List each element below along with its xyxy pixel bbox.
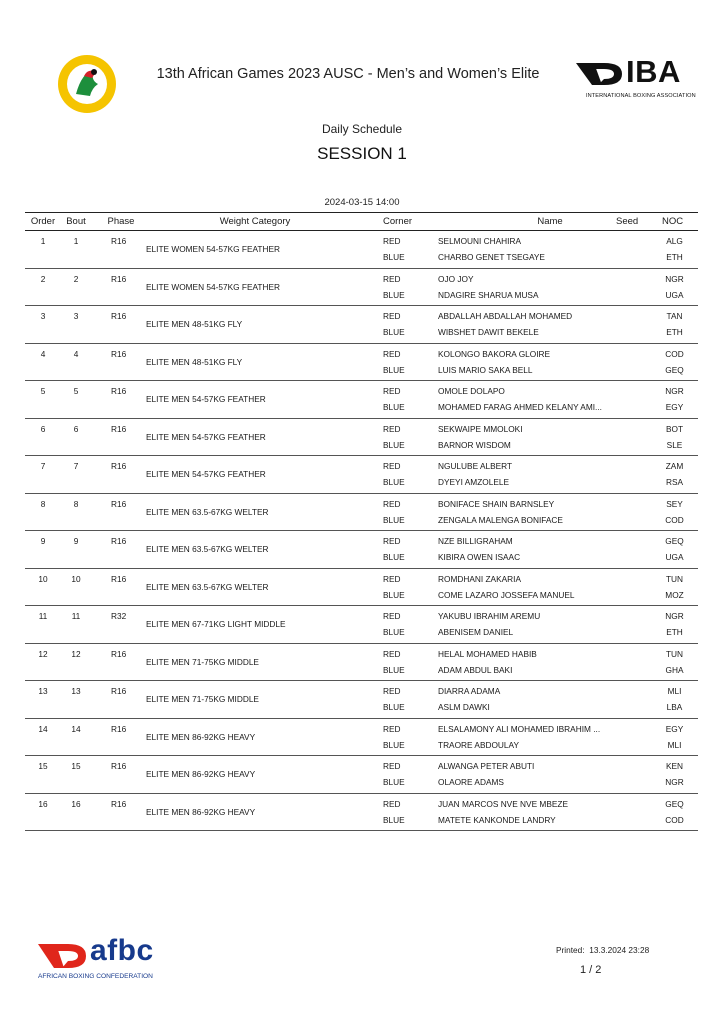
corner-red: RED	[383, 536, 401, 546]
blue-boxer-noc: MOZ	[665, 589, 684, 600]
header-noc: NOC	[662, 216, 684, 227]
corner-blue: BLUE	[383, 289, 405, 300]
blue-boxer-noc: ETH	[666, 627, 683, 637]
red-boxer-noc: SEY	[666, 498, 683, 509]
header-seed: Seed	[616, 216, 639, 227]
corner-blue: BLUE	[383, 777, 405, 787]
corner-blue: BLUE	[383, 702, 405, 712]
table-body	[25, 231, 698, 831]
bout-phase: R32	[111, 611, 127, 621]
red-boxer-name: ELSALAMONY ALI MOHAMED IBRAHIM ...	[438, 723, 601, 734]
blue-boxer-noc: UGA	[665, 289, 684, 300]
red-boxer-name: ALWANGA PETER ABUTI	[438, 761, 535, 771]
red-boxer-noc: NGR	[665, 611, 684, 621]
blue-boxer-name: KIBIRA OWEN ISAAC	[438, 552, 521, 562]
bout-number: 12	[71, 648, 81, 659]
table-row	[25, 531, 698, 569]
blue-boxer-noc: COD	[665, 814, 684, 825]
corner-blue: BLUE	[383, 664, 405, 675]
red-boxer-noc: NGR	[665, 273, 684, 284]
red-boxer-name: ABDALLAH ABDALLAH MOHAMED	[438, 311, 573, 321]
table-row	[25, 344, 698, 382]
corner-red: RED	[383, 498, 401, 509]
corner-blue: BLUE	[383, 814, 405, 825]
weight-category: ELITE MEN 63.5-67KG WELTER	[146, 506, 269, 517]
bout-order: 10	[38, 573, 48, 584]
red-boxer-noc: GEQ	[665, 536, 684, 546]
corner-red: RED	[383, 648, 401, 659]
blue-boxer-noc: RSA	[665, 477, 684, 487]
blue-boxer-name: MOHAMED FARAG AHMED KELANY AMI...	[438, 402, 602, 412]
weight-category: ELITE MEN 63.5-67KG WELTER	[146, 544, 269, 554]
red-boxer-name: SEKWAIPE MMOLOKI	[438, 423, 523, 434]
weight-category: ELITE MEN 48-51KG FLY	[146, 356, 243, 367]
blue-boxer-noc: MLI	[667, 739, 682, 750]
bout-phase: R16	[111, 573, 127, 584]
blue-boxer-name: DYEYI AMZOLELE	[438, 477, 510, 487]
table-row	[25, 306, 698, 344]
table-row	[25, 269, 698, 307]
bout-phase: R16	[111, 236, 127, 246]
corner-red: RED	[383, 723, 401, 734]
corner-red: RED	[383, 461, 401, 471]
bout-phase: R16	[111, 386, 127, 396]
weight-category: ELITE WOMEN 54-57KG FEATHER	[146, 244, 281, 254]
corner-red: RED	[383, 348, 401, 359]
schedule-table	[25, 212, 698, 831]
red-boxer-name: KOLONGO BAKORA GLOIRE	[438, 348, 551, 359]
printed-label: Printed:	[556, 945, 585, 955]
afbc-logo-subtitle: AFRICAN BOXING CONFEDERATION	[38, 973, 153, 980]
red-boxer-name: DIARRA ADAMA	[438, 686, 501, 696]
printed-value: 13.3.2024 23:28	[589, 945, 650, 955]
corner-blue: BLUE	[383, 252, 405, 262]
bout-number: 3	[73, 311, 79, 321]
weight-category: ELITE MEN 86-92KG HEAVY	[146, 731, 256, 742]
bout-phase: R16	[111, 686, 127, 696]
bout-order: 13	[38, 686, 48, 696]
red-boxer-name: SELMOUNI CHAHIRA	[438, 236, 521, 246]
corner-red: RED	[383, 236, 401, 246]
corner-blue: BLUE	[383, 439, 405, 450]
header-corner: Corner	[383, 216, 413, 227]
bout-number: 9	[73, 536, 79, 546]
bout-phase: R16	[111, 461, 127, 471]
blue-boxer-noc: UGA	[665, 552, 684, 562]
event-title: 13th African Games 2023 AUSC - Men’s and Women’s Elite	[156, 66, 540, 82]
iba-logo	[574, 56, 700, 102]
red-boxer-noc: TUN	[665, 573, 684, 584]
corner-blue: BLUE	[383, 739, 405, 750]
header-order: Order	[30, 216, 56, 227]
bout-order: 2	[40, 273, 46, 284]
afbc-logo-text: afbc	[90, 934, 154, 967]
table-row	[25, 231, 698, 269]
corner-red: RED	[383, 573, 401, 584]
afbc-logo	[36, 934, 176, 983]
bout-order: 9	[40, 536, 46, 546]
weight-category: ELITE MEN 71-75KG MIDDLE	[146, 656, 259, 667]
red-boxer-name: OJO JOY	[438, 273, 474, 284]
bout-phase: R16	[111, 648, 127, 659]
blue-boxer-noc: SLE	[666, 439, 683, 450]
bout-order: 14	[38, 723, 48, 734]
corner-red: RED	[383, 311, 401, 321]
bout-number: 15	[71, 761, 81, 771]
red-boxer-noc: KEN	[665, 761, 684, 771]
iba-logo-subtitle: INTERNATIONAL BOXING ASSOCIATION	[586, 93, 696, 99]
table-row	[25, 381, 698, 419]
weight-category: ELITE MEN 54-57KG FEATHER	[146, 431, 266, 442]
corner-blue: BLUE	[383, 364, 405, 375]
weight-category: ELITE MEN 67-71KG LIGHT MIDDLE	[146, 619, 286, 629]
session-datetime: 2024-03-15 14:00	[324, 197, 400, 208]
corner-blue: BLUE	[383, 327, 405, 337]
corner-red: RED	[383, 386, 401, 396]
weight-category: ELITE MEN 48-51KG FLY	[146, 319, 243, 329]
page-number: 1 / 2	[580, 964, 602, 976]
corner-blue: BLUE	[383, 477, 405, 487]
bout-phase: R16	[111, 311, 127, 321]
blue-boxer-noc: LBA	[666, 702, 683, 712]
bout-order: 7	[40, 461, 46, 471]
corner-blue: BLUE	[383, 589, 405, 600]
corner-red: RED	[383, 761, 401, 771]
blue-boxer-name: ZENGALA MALENGA BONIFACE	[438, 514, 563, 525]
corner-red: RED	[383, 273, 401, 284]
blue-boxer-name: ABENISEM DANIEL	[438, 627, 514, 637]
table-row	[25, 494, 698, 532]
blue-boxer-noc: NGR	[665, 777, 684, 787]
blue-boxer-noc: ETH	[666, 327, 683, 337]
red-boxer-name: BONIFACE SHAIN BARNSLEY	[438, 498, 555, 509]
afbc-glove-icon	[36, 940, 88, 970]
blue-boxer-noc: ETH	[666, 252, 683, 262]
red-boxer-noc: TUN	[665, 648, 684, 659]
bout-phase: R16	[111, 723, 127, 734]
weight-category: ELITE MEN 71-75KG MIDDLE	[146, 694, 259, 704]
corner-red: RED	[383, 423, 401, 434]
bout-order: 6	[40, 423, 46, 434]
weight-category: ELITE MEN 54-57KG FEATHER	[146, 469, 266, 479]
red-boxer-noc: EGY	[665, 723, 684, 734]
red-boxer-noc: GEQ	[665, 798, 684, 809]
blue-boxer-name: MATETE KANKONDE LANDRY	[438, 814, 556, 825]
red-boxer-noc: ZAM	[665, 461, 684, 471]
corner-blue: BLUE	[383, 402, 405, 412]
weight-category: ELITE MEN 54-57KG FEATHER	[146, 394, 266, 404]
blue-boxer-name: ADAM ABDUL BAKI	[438, 664, 513, 675]
red-boxer-noc: ALG	[666, 236, 683, 246]
header-weight-category: Weight Category	[219, 216, 291, 227]
weight-category: ELITE MEN 86-92KG HEAVY	[146, 806, 256, 817]
table-row	[25, 569, 698, 607]
blue-boxer-noc: EGY	[665, 402, 684, 412]
iba-glove-icon	[574, 59, 624, 87]
weight-category: ELITE WOMEN 54-57KG FEATHER	[146, 281, 281, 292]
red-boxer-name: NZE BILLIGRAHAM	[438, 536, 513, 546]
bout-order: 11	[38, 611, 48, 621]
bout-number: 6	[73, 423, 79, 434]
table-row	[25, 719, 698, 757]
bout-order: 1	[40, 236, 46, 246]
session-title: SESSION 1	[317, 144, 407, 163]
blue-boxer-name: ASLM DAWKI	[438, 702, 490, 712]
red-boxer-name: OMOLE DOLAPO	[438, 386, 505, 396]
header-phase: Phase	[107, 216, 135, 227]
bout-number: 10	[71, 573, 81, 584]
bout-number: 1	[73, 236, 79, 246]
table-row	[25, 419, 698, 457]
table-row	[25, 456, 698, 494]
red-boxer-noc: TAN	[666, 311, 683, 321]
table-row	[25, 681, 698, 719]
african-games-logo	[54, 54, 120, 114]
bout-phase: R16	[111, 536, 127, 546]
bout-phase: R16	[111, 798, 127, 809]
table-row	[25, 644, 698, 682]
weight-category: ELITE MEN 86-92KG HEAVY	[146, 769, 256, 779]
blue-boxer-name: COME LAZARO JOSSEFA MANUEL	[438, 589, 575, 600]
blue-boxer-name: TRAORE ABDOULAY	[438, 739, 519, 750]
bout-order: 3	[40, 311, 46, 321]
blue-boxer-name: OLAORE ADAMS	[438, 777, 504, 787]
bout-phase: R16	[111, 423, 127, 434]
bout-order: 5	[40, 386, 46, 396]
weight-category: ELITE MEN 63.5-67KG WELTER	[146, 581, 269, 592]
bout-number: 11	[71, 611, 81, 621]
corner-blue: BLUE	[383, 514, 405, 525]
red-boxer-noc: NGR	[665, 386, 684, 396]
iba-logo-text: IBA	[626, 54, 681, 89]
bout-order: 4	[40, 348, 46, 359]
blue-boxer-noc: GEQ	[665, 364, 684, 375]
corner-blue: BLUE	[383, 552, 405, 562]
red-boxer-name: YAKUBU IBRAHIM AREMU	[438, 611, 541, 621]
table-row	[25, 756, 698, 794]
bout-phase: R16	[111, 498, 127, 509]
corner-red: RED	[383, 686, 401, 696]
blue-boxer-noc: COD	[665, 514, 684, 525]
bout-order: 16	[38, 798, 48, 809]
blue-boxer-noc: GHA	[665, 664, 684, 675]
bout-phase: R16	[111, 761, 127, 771]
red-boxer-noc: COD	[665, 348, 684, 359]
corner-blue: BLUE	[383, 627, 405, 637]
corner-red: RED	[383, 611, 401, 621]
header-bout: Bout	[66, 216, 86, 227]
table-row	[25, 794, 698, 832]
red-boxer-noc: BOT	[665, 423, 684, 434]
blue-boxer-name: NDAGIRE SHARUA MUSA	[438, 289, 539, 300]
bout-number: 2	[73, 273, 79, 284]
bout-number: 5	[73, 386, 79, 396]
blue-boxer-name: LUIS MARIO SAKA BELL	[438, 364, 533, 375]
bout-phase: R16	[111, 348, 127, 359]
document-subtitle: Daily Schedule	[321, 122, 403, 136]
bout-number: 8	[73, 498, 79, 509]
bout-number: 13	[71, 686, 81, 696]
bout-order: 15	[38, 761, 48, 771]
bout-number: 7	[73, 461, 79, 471]
header-name: Name	[537, 216, 563, 227]
bout-order: 12	[38, 648, 48, 659]
bout-number: 4	[73, 348, 79, 359]
red-boxer-name: HELAL MOHAMED HABIB	[438, 648, 537, 659]
red-boxer-noc: MLI	[667, 686, 682, 696]
blue-boxer-name: WIBSHET DAWIT BEKELE	[438, 327, 539, 337]
bout-number: 14	[71, 723, 81, 734]
blue-boxer-name: CHARBO GENET TSEGAYE	[438, 252, 545, 262]
blue-boxer-name: BARNOR WISDOM	[438, 439, 511, 450]
red-boxer-name: JUAN MARCOS NVE NVE MBEZE	[438, 798, 569, 809]
bout-order: 8	[40, 498, 46, 509]
printed-timestamp	[556, 945, 649, 955]
table-row	[25, 606, 698, 644]
corner-red: RED	[383, 798, 401, 809]
bout-number: 16	[71, 798, 81, 809]
red-boxer-name: NGULUBE ALBERT	[438, 461, 513, 471]
bout-phase: R16	[111, 273, 127, 284]
red-boxer-name: ROMDHANI ZAKARIA	[438, 573, 521, 584]
table-header	[25, 212, 698, 231]
